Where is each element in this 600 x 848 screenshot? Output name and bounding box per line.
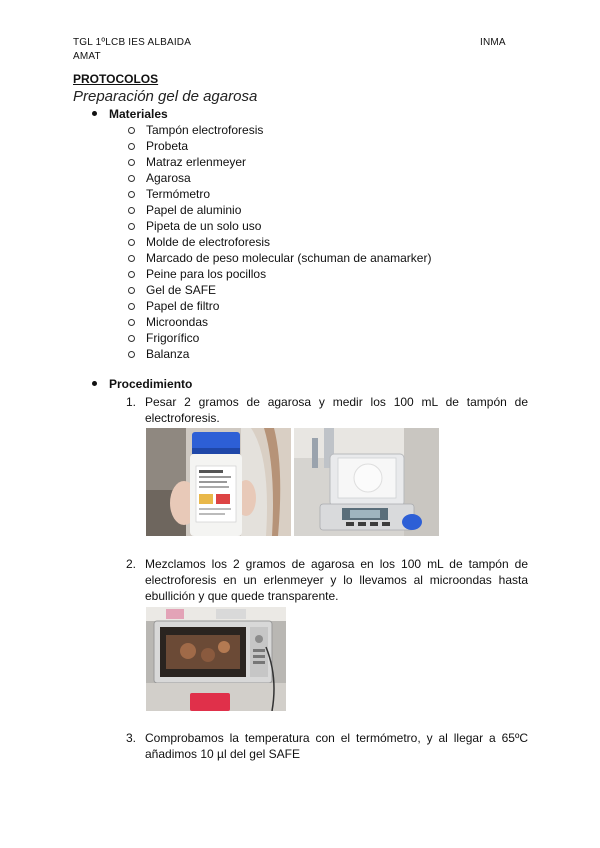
step-number: 3. <box>126 731 137 745</box>
step-text: Pesar 2 gramos de agarosa y medir los 100 mL de tampón de electroforesis. <box>145 395 528 425</box>
list-item: Pipeta de un solo uso <box>128 218 431 234</box>
header-right: INMA <box>480 37 506 48</box>
step-number: 2. <box>126 557 137 571</box>
circle-bullet-icon <box>128 287 135 294</box>
circle-bullet-icon <box>128 239 135 246</box>
step-text: Mezclamos los 2 gramos de agarosa en los 100 mL de tampón de electroforesis en un erlenmeyer y lo llevamos al microondas hasta ebullición y que quede transparente. <box>145 557 528 603</box>
circle-bullet-icon <box>128 335 135 342</box>
list-item: Peine para los pocillos <box>128 266 431 282</box>
list-item: Tampón electroforesis <box>128 122 431 138</box>
page-subtitle: Preparación gel de agarosa <box>73 88 258 105</box>
agarose-bottle-photo <box>146 428 291 536</box>
step-number: 1. <box>126 395 137 409</box>
step-text: Comprobamos la temperatura con el termómetro, y al llegar a 65ºC añadimos 10 µl del gel SAFE <box>145 731 528 761</box>
list-item: Balanza <box>128 346 431 362</box>
procedure-step-1 <box>126 394 528 426</box>
circle-bullet-icon <box>128 351 135 358</box>
procedure-heading <box>92 377 192 391</box>
circle-bullet-icon <box>128 143 135 150</box>
list-item: Termómetro <box>128 186 431 202</box>
list-item: Molde de electroforesis <box>128 234 431 250</box>
header-left: TGL 1ºLCB IES ALBAIDA AMAT <box>73 37 191 62</box>
circle-bullet-icon <box>128 255 135 262</box>
list-item: Frigorífico <box>128 330 431 346</box>
procedure-step-3 <box>126 730 528 762</box>
materials-heading-label: Materiales <box>109 107 168 121</box>
page-title: PROTOCOLOS <box>73 72 159 86</box>
circle-bullet-icon <box>128 319 135 326</box>
microwave-photo <box>146 607 286 711</box>
bullet-icon <box>92 381 97 386</box>
list-item: Agarosa <box>128 170 431 186</box>
balance-illustration <box>294 428 439 536</box>
procedure-step-2 <box>126 556 528 604</box>
circle-bullet-icon <box>128 175 135 182</box>
procedure-heading-label: Procedimiento <box>109 377 193 391</box>
circle-bullet-icon <box>128 159 135 166</box>
list-item: Matraz erlenmeyer <box>128 154 431 170</box>
circle-bullet-icon <box>128 191 135 198</box>
bullet-icon <box>92 111 97 116</box>
list-item: Papel de filtro <box>128 298 431 314</box>
list-item: Microondas <box>128 314 431 330</box>
circle-bullet-icon <box>128 303 135 310</box>
list-item: Gel de SAFE <box>128 282 431 298</box>
list-item: Papel de aluminio <box>128 202 431 218</box>
materials-list <box>128 122 431 362</box>
list-item: Marcado de peso molecular (schuman de anamarker) <box>128 250 431 266</box>
microwave-illustration <box>146 607 286 711</box>
circle-bullet-icon <box>128 207 135 214</box>
agarose-bottle-illustration <box>146 428 291 536</box>
circle-bullet-icon <box>128 127 135 134</box>
circle-bullet-icon <box>128 223 135 230</box>
list-item: Probeta <box>128 138 431 154</box>
materials-heading <box>92 107 168 121</box>
balance-photo <box>294 428 439 536</box>
circle-bullet-icon <box>128 271 135 278</box>
